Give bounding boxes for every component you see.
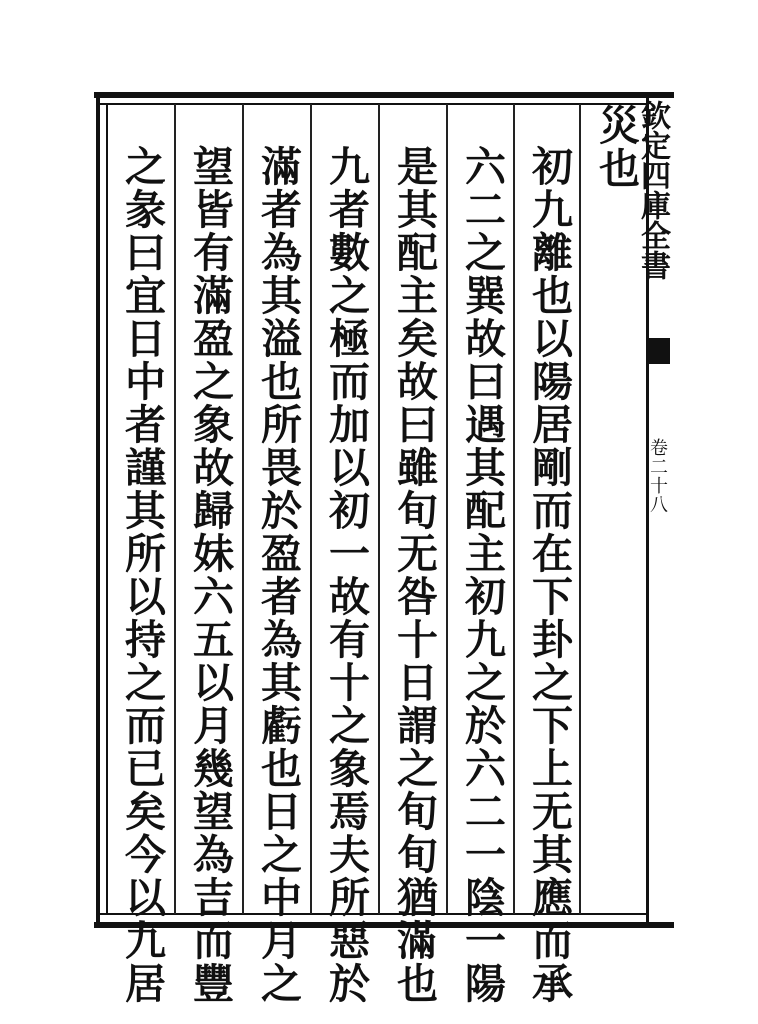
margin-fishtail-mark xyxy=(648,338,670,364)
margin-volume-number: 卷二十八 xyxy=(647,438,668,514)
margin-book-title: 欽定四庫全書 xyxy=(635,100,670,280)
text-column-1: 災也 xyxy=(592,104,640,190)
text-column-6: 滿者為其溢也所畏於盈者為其虧也日之中月之 xyxy=(254,145,302,1005)
column-divider xyxy=(242,104,244,914)
text-column-5: 九者數之極而加以初一故有十之象焉夫所惡於 xyxy=(322,145,370,1005)
text-column-3: 六二之巽故曰遇其配主初九之於六二一陰一陽 xyxy=(458,145,506,1005)
text-column-4: 是其配主矣故曰雖旬无咎十日謂之旬旬猶滿也 xyxy=(390,145,438,1005)
frame-left-inner-rule xyxy=(106,103,108,915)
column-divider xyxy=(579,104,581,914)
column-divider xyxy=(310,104,312,914)
column-divider xyxy=(513,104,515,914)
column-divider xyxy=(446,104,448,914)
frame-left-rule xyxy=(96,92,100,928)
frame-top-rule xyxy=(94,92,674,98)
text-column-2: 初九離也以陽居剛而在下卦之下上无其應而承 xyxy=(525,145,573,1005)
frame-top-inner-rule xyxy=(100,103,648,105)
text-column-7: 望皆有滿盈之象故歸妹六五以月幾望為吉而豐 xyxy=(186,145,234,1005)
column-divider xyxy=(378,104,380,914)
column-divider xyxy=(174,104,176,914)
text-column-8: 之彖曰宜日中者謹其所以持之而已矣今以九居 xyxy=(118,145,166,1005)
frame-bottom-rule xyxy=(94,922,674,928)
